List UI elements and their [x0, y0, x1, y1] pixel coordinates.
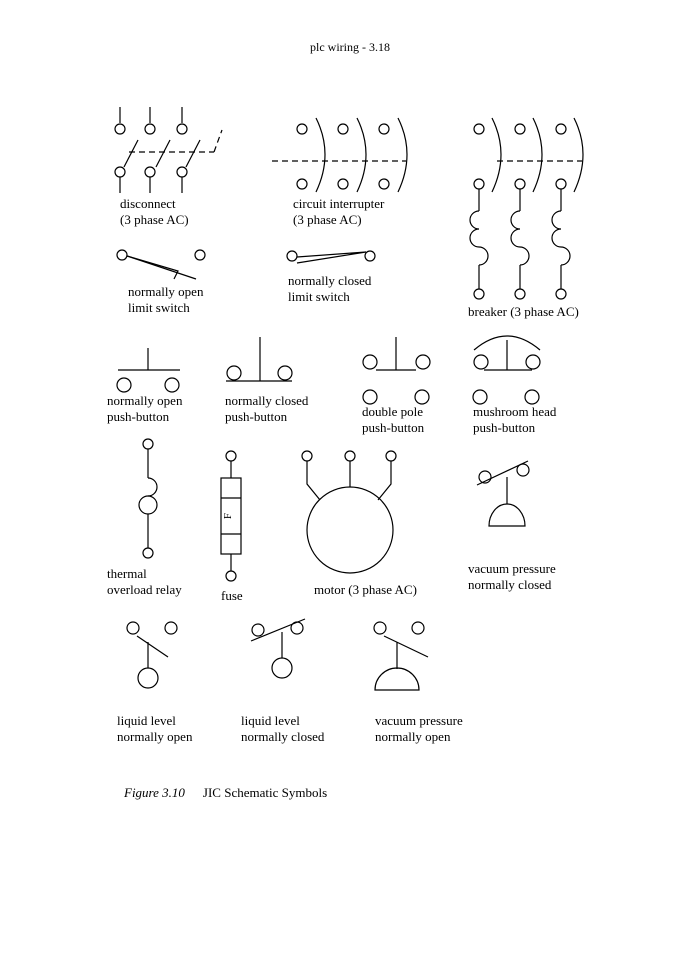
vacuum-nc-label: vacuum pressure normally closed — [468, 561, 556, 592]
vacuum-nc-symbol — [477, 461, 529, 526]
figure-number: Figure 3.10 — [124, 785, 185, 800]
circuit-interrupter-symbol — [272, 118, 407, 192]
fuse-glyph: F — [222, 512, 235, 520]
no-limit-switch-symbol — [117, 250, 205, 279]
liquid-nc-label: liquid level normally closed — [241, 713, 325, 744]
figure-caption — [124, 785, 327, 801]
liquid-nc-symbol — [251, 619, 305, 678]
disconnect-label: disconnect (3 phase AC) — [120, 196, 189, 227]
motor-label: motor (3 phase AC) — [314, 582, 417, 597]
figure-title: JIC Schematic Symbols — [202, 785, 328, 800]
circuit-interrupter-label: circuit interrupter (3 phase AC) — [293, 196, 385, 227]
motor-symbol — [302, 451, 396, 573]
thermal-relay-label: thermal overload relay — [107, 566, 182, 597]
nc-limit-switch-symbol — [287, 251, 375, 263]
breaker-label: breaker (3 phase AC) — [468, 304, 579, 319]
no-pushbutton-label: normally open push-button — [107, 393, 183, 424]
vacuum-no-label: vacuum pressure normally open — [375, 713, 463, 744]
no-limit-switch-label: normally open limit switch — [128, 284, 204, 315]
breaker-symbol — [470, 118, 583, 299]
dp-pushbutton-symbol — [363, 337, 430, 404]
dp-pushbutton-label: double pole push-button — [362, 404, 425, 435]
mushroom-pushbutton-label: mushroom head push-button — [473, 404, 557, 435]
liquid-no-symbol — [127, 622, 177, 688]
disconnect-symbol — [115, 107, 222, 193]
nc-pushbutton-symbol — [226, 337, 292, 381]
mushroom-pushbutton-symbol — [473, 336, 540, 404]
page-header: plc wiring - 3.18 — [310, 40, 390, 54]
nc-limit-switch-label: normally closed limit switch — [288, 273, 372, 304]
no-pushbutton-symbol — [117, 348, 180, 392]
nc-pushbutton-label: normally closed push-button — [225, 393, 309, 424]
thermal-relay-symbol — [139, 439, 157, 558]
liquid-no-label: liquid level normally open — [117, 713, 193, 744]
vacuum-no-symbol — [374, 622, 428, 690]
fuse-label: fuse — [221, 588, 243, 603]
